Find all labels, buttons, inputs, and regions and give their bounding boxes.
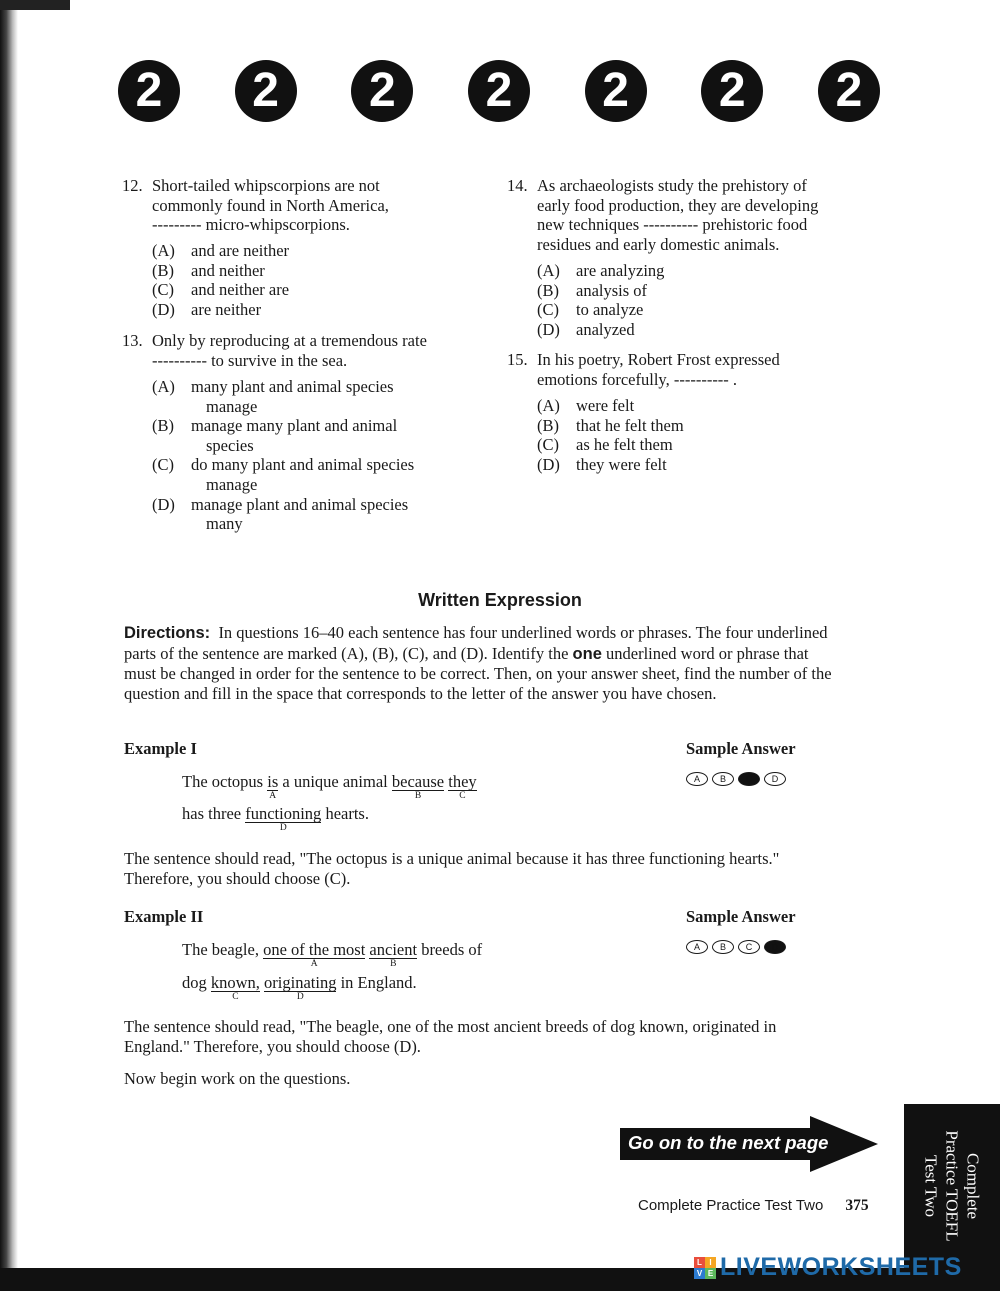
underlined-text: functioning — [245, 804, 322, 823]
begin-instruction: Now begin work on the questions. — [124, 1069, 351, 1088]
side-tab-line: Test Two — [921, 1154, 941, 1217]
option-letter: (D) — [152, 299, 175, 319]
option-letter: (B) — [537, 415, 559, 435]
stem-line: In his poetry, Robert Frost expressed — [537, 350, 780, 369]
example-text: The octopus — [182, 772, 268, 791]
next-page-label: Go on to the next page — [628, 1132, 829, 1153]
underlined-text: they — [448, 772, 477, 791]
logo-letter: I — [705, 1257, 716, 1268]
scan-edge-shadow — [0, 0, 18, 1291]
liveworksheets-watermark — [694, 1253, 962, 1282]
example-text: dog — [182, 973, 211, 992]
option-letter: (C) — [152, 455, 174, 475]
question-number: 14. — [507, 176, 528, 195]
sample-answer-label: Sample Answer — [686, 739, 796, 758]
bubble-d-filled: D — [764, 940, 786, 954]
option-text: analysis of — [576, 280, 648, 300]
underline-letter: D — [296, 992, 304, 1002]
stem-line: residues and early domestic animals. — [537, 234, 780, 254]
section-badges — [118, 60, 880, 122]
question-number: 12. — [122, 176, 143, 195]
stem-line: commonly found in North America, — [152, 195, 389, 215]
directions-label: Directions: — [124, 624, 211, 642]
sample-answer-bubbles — [686, 772, 786, 786]
option-text-cont: manage — [206, 396, 258, 416]
question-number: 15. — [507, 350, 528, 369]
option-text-cont: manage — [206, 474, 258, 494]
question-stem — [152, 176, 389, 235]
logo-letter: V — [694, 1268, 705, 1279]
example-2-line-2 — [182, 973, 417, 1002]
question-number: 13. — [122, 331, 143, 350]
section-badge: 2 — [468, 60, 530, 122]
footer-title: Complete Practice Test Two — [638, 1197, 824, 1214]
option-text: to analyze — [576, 300, 644, 320]
underline-letter: C — [459, 791, 466, 801]
option-letter: (A) — [152, 241, 175, 260]
sample-answer-label: Sample Answer — [686, 907, 796, 926]
side-tab-line: Practice TOEFL — [942, 1130, 962, 1242]
underlined-c — [210, 973, 260, 1002]
page-footer — [638, 1197, 869, 1215]
underlined-a — [263, 940, 366, 969]
option-letter: (C) — [152, 280, 174, 300]
directions-text-cont: underlined word or phrase that must be changed in order for the sentence to be correct. Then, on your answer sheet, find the number of the question and fill in the space that corresponds to the letter of the answer you have chosen. — [124, 643, 832, 703]
side-tab-text — [921, 1130, 984, 1241]
watermark-text: LIVEWORKSHEETS — [720, 1253, 962, 1281]
question-stem — [537, 350, 780, 389]
question-stem — [152, 331, 427, 370]
side-tab-line: Complete — [963, 1152, 983, 1220]
underlined-text: originating — [264, 973, 337, 992]
option-text: are analyzing — [576, 261, 665, 280]
underlined-b — [391, 772, 445, 801]
option-letter: (A) — [537, 396, 560, 415]
option-letter: (C) — [537, 435, 559, 455]
section-heading: Written Expression — [418, 590, 582, 610]
stem-line: new techniques ---------- prehistoric food — [537, 215, 808, 235]
underline-letter: A — [269, 791, 277, 801]
example-text: a unique animal — [278, 772, 392, 791]
underline-letter: B — [414, 791, 422, 801]
section-badge: 2 — [818, 60, 880, 122]
bubble-c: C — [738, 940, 760, 954]
option-text: as he felt them — [576, 435, 673, 455]
option-text: they were felt — [576, 454, 667, 474]
stem-line: As archaeologists study the prehistory of — [537, 176, 807, 195]
underlined-text: known, — [210, 973, 260, 992]
underlined-text: is — [267, 772, 279, 791]
section-badge: 2 — [701, 60, 763, 122]
stem-line: early food production, they are developing — [537, 195, 819, 215]
underlined-text: because — [391, 772, 445, 791]
section-badge: 2 — [351, 60, 413, 122]
example-text: The beagle, — [182, 940, 264, 959]
underlined-d — [264, 973, 337, 1002]
example-1-line-1 — [182, 772, 477, 801]
example-text: in England. — [336, 973, 417, 992]
stem-line: --------- micro-whipscorpions. — [152, 215, 350, 235]
underlined-d — [245, 804, 322, 833]
option-letter: (B) — [152, 416, 174, 436]
underlined-c — [448, 772, 477, 801]
option-text: analyzed — [576, 319, 635, 339]
underlined-a — [267, 772, 279, 801]
section-badge: 2 — [585, 60, 647, 122]
example-text: has three — [182, 804, 246, 823]
section-badge: 2 — [118, 60, 180, 122]
example-1-label: Example I — [124, 739, 197, 758]
option-text: and neither — [191, 260, 265, 280]
example-2-line-1 — [182, 940, 483, 969]
directions-paragraph — [124, 623, 844, 703]
option-text-cont: species — [206, 435, 254, 455]
option-letter: (D) — [152, 494, 175, 514]
bubble-a: A — [686, 772, 708, 786]
option-text: manage plant and animal species — [191, 494, 409, 514]
stem-line: Short-tailed whipscorpions are not — [152, 176, 380, 195]
underlined-text: one of the most — [263, 940, 366, 959]
directions-emphasis: one — [572, 644, 602, 663]
question-stem — [537, 176, 818, 254]
underline-letter: A — [310, 959, 318, 969]
option-text: many plant and animal species — [191, 377, 394, 396]
directions-text: In questions 16–40 each sentence has four underlined words or phrases. The four underlined parts of the sentence are marked (A), (B), (C), and (D). Identify the — [124, 623, 828, 663]
example-text: hearts. — [321, 804, 369, 823]
option-letter: (A) — [152, 377, 175, 396]
page-number: 375 — [845, 1197, 869, 1214]
option-letter: (B) — [537, 280, 559, 300]
example-1-line-2 — [182, 804, 369, 833]
example-text: breeds of — [417, 940, 483, 959]
scan-corner-shadow — [0, 0, 70, 10]
bubble-c-filled: C — [738, 772, 760, 786]
stem-line: ---------- to survive in the sea. — [152, 350, 348, 370]
underline-letter: D — [279, 823, 287, 833]
bubble-a: A — [686, 940, 708, 954]
option-text: and are neither — [191, 241, 290, 260]
next-page-arrow[interactable] — [620, 1116, 878, 1172]
option-letter: (B) — [152, 260, 174, 280]
bubble-b: B — [712, 772, 734, 786]
logo-letter: E — [705, 1268, 716, 1279]
underlined-b — [369, 940, 418, 969]
stem-line: Only by reproducing at a tremendous rate — [152, 331, 427, 350]
bubble-b: B — [712, 940, 734, 954]
sample-answer-bubbles — [686, 940, 786, 954]
option-text: manage many plant and animal — [191, 416, 398, 436]
option-text: do many plant and animal species — [191, 455, 415, 475]
logo-letter: L — [694, 1257, 705, 1268]
option-text: are neither — [191, 299, 262, 319]
example-2-label: Example II — [124, 907, 204, 926]
example-1-explanation: The sentence should read, "The octopus is a unique animal because it has three functioning hearts." Therefore, you should choose (C). — [124, 849, 780, 888]
bubble-d: D — [764, 772, 786, 786]
option-letter: (C) — [537, 300, 559, 320]
stem-line: emotions forcefully, ---------- . — [537, 369, 738, 389]
underlined-text: ancient — [369, 940, 418, 959]
example-2-explanation: The sentence should read, "The beagle, one of the most ancient breeds of dog known, originated in England." Therefore, you should choose (D). — [124, 1017, 777, 1056]
section-badge: 2 — [235, 60, 297, 122]
option-text: and neither are — [191, 280, 290, 300]
option-text-cont: many — [206, 514, 243, 534]
option-letter: (D) — [537, 454, 560, 474]
underline-letter: C — [232, 992, 239, 1002]
option-text: that he felt them — [576, 415, 684, 435]
side-tab — [904, 1104, 1000, 1268]
option-letter: (D) — [537, 319, 560, 339]
underline-letter: B — [390, 959, 397, 969]
option-letter: (A) — [537, 261, 560, 280]
liveworksheets-logo-icon — [694, 1257, 716, 1279]
option-text: were felt — [576, 396, 635, 415]
